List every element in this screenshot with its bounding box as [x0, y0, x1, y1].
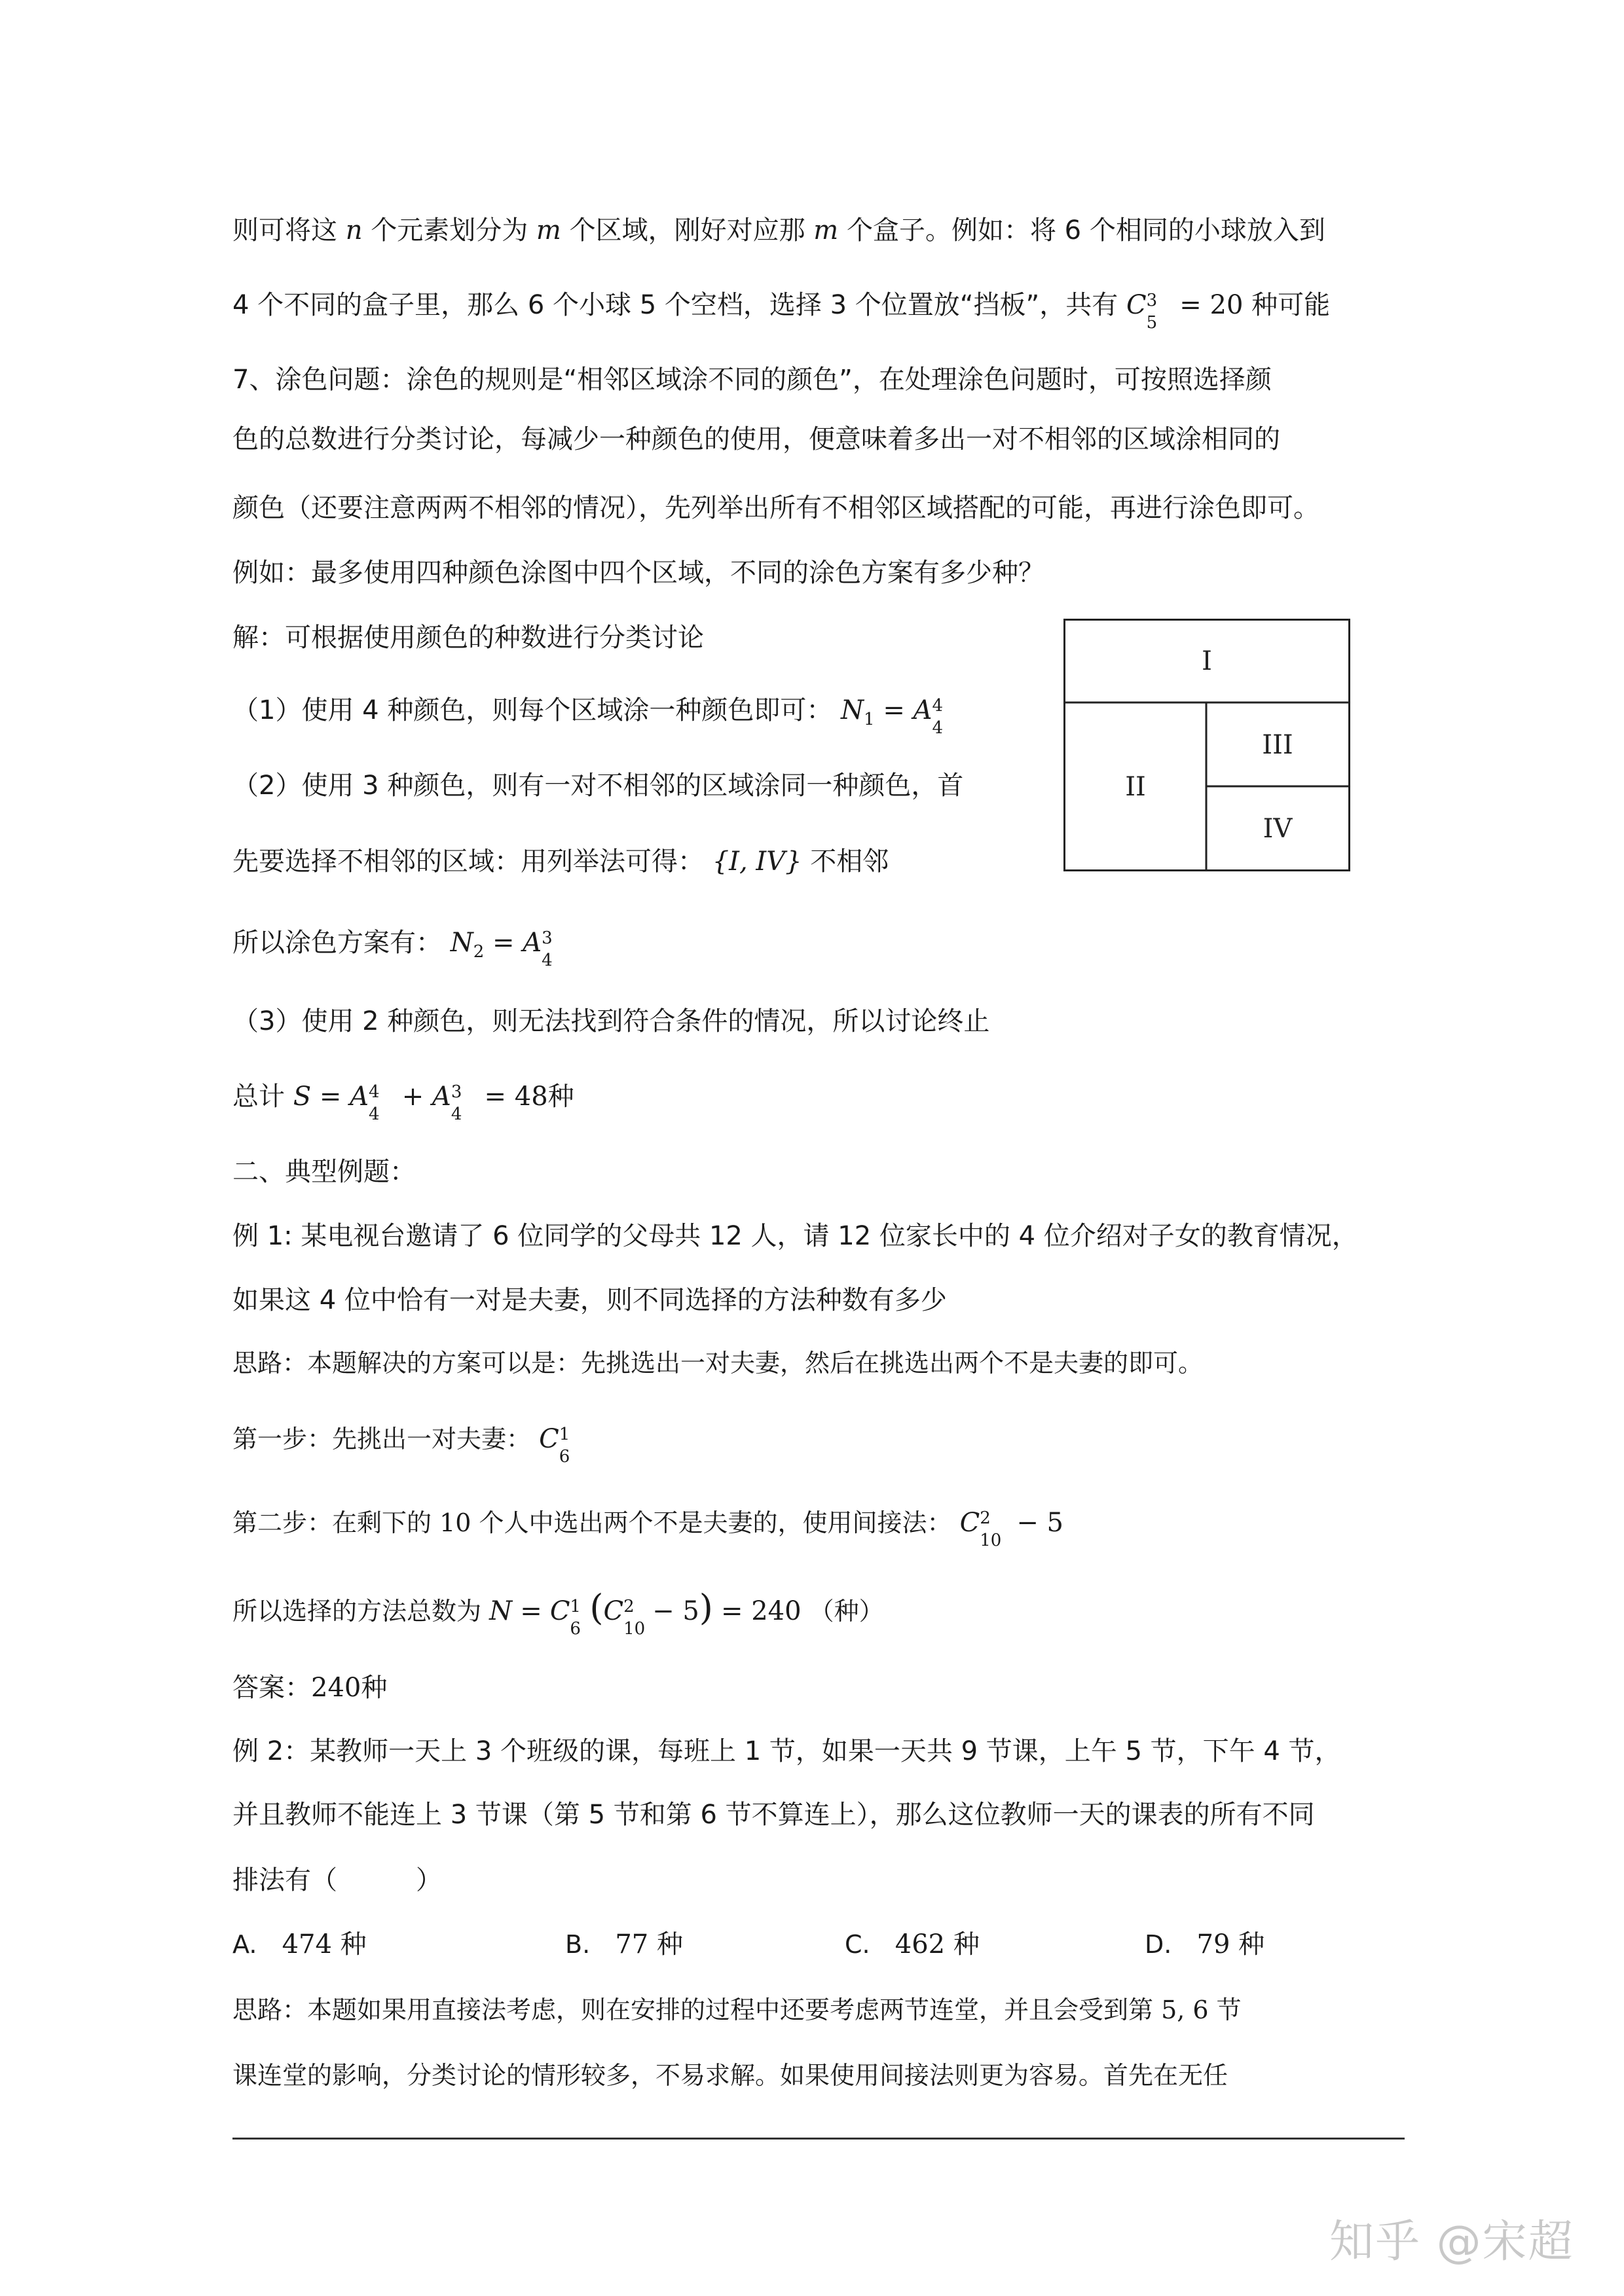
text-line-7: 解：可根据使用颜色的种数进行分类讨论 — [232, 623, 704, 653]
math-sub: 4 — [451, 1104, 462, 1124]
math-C: C — [549, 1596, 570, 1626]
text-line-5: 颜色（还要注意两两不相邻的情况），先列举出所有不相邻区域搭配的可能，再进行涂色即可。 — [232, 493, 1320, 523]
math-sub: 6 — [559, 1447, 570, 1467]
math-sup: 1 — [559, 1425, 570, 1444]
text-line-16: 如果这 4 位中恰有一对是夫妻，则不同选择的方法种数有多少 — [232, 1285, 947, 1315]
option-label: B. — [565, 1930, 591, 1959]
section-heading: 二、典型例题： — [232, 1157, 416, 1187]
math-index-stack — [542, 928, 566, 970]
math-sup: 3 — [451, 1082, 462, 1102]
math-sub: 10 — [623, 1619, 646, 1639]
math-paren: ( — [589, 1587, 604, 1628]
math-sub: 6 — [570, 1619, 581, 1639]
option-d[interactable] — [1145, 1925, 1264, 1964]
math-var-n: n — [345, 215, 363, 246]
option-unit: 种 — [656, 1929, 683, 1959]
text-span: 先要选择不相邻的区域：用列举法可得： — [232, 847, 704, 877]
footer-rule — [232, 2138, 1405, 2140]
math-C: C — [603, 1596, 624, 1626]
math-sup: 2 — [980, 1508, 991, 1528]
text-line-11 — [232, 923, 1405, 970]
text-span: （1）使用 4 种颜色，则每个区域涂一种颜色即可： — [232, 695, 833, 725]
math-index-stack — [559, 1425, 584, 1467]
math-index-stack — [623, 1597, 652, 1639]
text-line-3: 7、涂色问题：涂色的规则是“相邻区域涂不同的颜色”，在处理涂色问题时，可按照选择颜 — [232, 365, 1272, 395]
math-sup: 4 — [368, 1082, 380, 1102]
math-index-stack — [980, 1508, 1008, 1550]
math-var-m: m — [813, 215, 839, 246]
option-label: C. — [845, 1930, 870, 1959]
math-sub: 4 — [542, 951, 553, 970]
math-C: C — [539, 1424, 559, 1454]
math-sub: 4 — [368, 1104, 380, 1124]
text-line-12: （3）使用 2 种颜色，则无法找到符合条件的情况，所以讨论终止 — [232, 1006, 990, 1036]
region-label-3: III — [1262, 730, 1293, 760]
math-S: S — [293, 1082, 312, 1112]
text-line-17: 思路：本题解决的方案可以是：先挑选出一对夫妻，然后在挑选出两个不是夫妻的即可。 — [232, 1349, 1204, 1377]
math-sub: 2 — [473, 942, 485, 962]
math-A: A — [913, 695, 932, 725]
math-index-stack — [1146, 291, 1172, 333]
math-equals: = — [520, 1596, 542, 1626]
text-span: 不相邻 — [810, 847, 889, 877]
math-equals: = — [883, 695, 905, 725]
math-sub: 1 — [864, 710, 875, 729]
option-b[interactable] — [565, 1925, 683, 1964]
math-sup: 3 — [542, 928, 553, 948]
math-sup: 2 — [623, 1597, 635, 1616]
text-line-24: 排法有（ ） — [232, 1865, 442, 1895]
option-c[interactable] — [845, 1925, 980, 1964]
math-sub: 10 — [980, 1531, 1002, 1550]
math-N: N — [489, 1596, 513, 1626]
text-line-23: 并且教师不能连上 3 节课（第 5 节和第 6 节不算连上），那么这位教师一天的课表的所有不同 — [232, 1800, 1315, 1830]
option-label: A. — [232, 1930, 257, 1959]
math-sup: 3 — [1146, 291, 1158, 310]
option-value: 474 — [282, 1929, 332, 1959]
math-index-stack — [451, 1082, 476, 1124]
region-label-2: II — [1125, 772, 1146, 802]
math-var-m: m — [536, 215, 561, 246]
math-A: A — [350, 1082, 369, 1112]
math-index-stack — [570, 1597, 589, 1639]
text-span: （种） — [809, 1597, 884, 1626]
text-span: 第二步：在剩下的 10 个人中选出两个不是夫妻的，使用间接法： — [232, 1508, 952, 1537]
text-line-20 — [232, 1587, 1405, 1639]
math-C: C — [1126, 290, 1147, 320]
text-line-6: 例如：最多使用四种颜色涂图中四个区域，不同的涂色方案有多少种？ — [232, 558, 1044, 588]
math-A: A — [432, 1082, 451, 1112]
math-plus: + — [401, 1082, 424, 1112]
option-value: 79 — [1196, 1929, 1230, 1959]
option-unit: 种 — [953, 1929, 980, 1959]
math-equals: = 240 — [720, 1596, 802, 1626]
text-line-1 — [232, 211, 1405, 250]
option-label: D. — [1145, 1930, 1172, 1959]
text-line-19 — [232, 1503, 1405, 1550]
text-span: 个区域，刚好对应那 — [569, 215, 805, 246]
text-span: 所以选择的方法总数为 — [232, 1597, 482, 1626]
math-equals: = 48 — [484, 1082, 548, 1112]
math-sup: 1 — [570, 1597, 581, 1616]
math-minus: − 5 — [1016, 1508, 1063, 1538]
math-equals: = — [492, 928, 515, 958]
answer-value: 240 — [311, 1673, 361, 1703]
text-line-4: 色的总数进行分类讨论，每减少一种颜色的使用，便意味着多出一对不相邻的区域涂相同的 — [232, 424, 1280, 454]
watermark: 知乎 @宋超 — [1329, 2216, 1574, 2268]
math-N: N — [450, 928, 473, 958]
option-a[interactable] — [232, 1925, 367, 1964]
math-set: {I, IV} — [712, 847, 802, 877]
text-span: 第一步：先挑出一对夫妻： — [232, 1425, 532, 1453]
text-line-18 — [232, 1419, 1405, 1467]
math-equals: = 20 — [1179, 290, 1244, 320]
text-line-15: 例 1: 某电视台邀请了 6 位同学的父母共 12 人，请 12 位家长中的 4 位介绍对子女的教育情况， — [232, 1221, 1358, 1251]
text-span: 则可将这 — [232, 215, 337, 246]
text-line-2 — [232, 285, 1405, 333]
text-span: 所以涂色方案有： — [232, 928, 442, 958]
text-span: 个盒子。例如：将 6 个相同的小球放入到 — [846, 215, 1325, 246]
math-A: A — [523, 928, 542, 958]
text-span: 个元素划分为 — [371, 215, 528, 246]
math-N: N — [841, 695, 864, 725]
text-span: 总计 — [232, 1082, 285, 1112]
text-line-13 — [232, 1077, 1405, 1124]
text-span: 种 — [547, 1082, 574, 1112]
math-index-stack — [368, 1082, 394, 1124]
text-line-9: （2）使用 3 种颜色，则有一对不相邻的区域涂同一种颜色，首 — [232, 771, 964, 801]
math-equals: = — [319, 1082, 342, 1112]
math-sub: 5 — [1146, 313, 1158, 333]
text-span: 答案： — [232, 1673, 311, 1703]
option-unit: 种 — [1238, 1929, 1265, 1959]
math-index-stack — [932, 696, 957, 738]
region-label-4: IV — [1263, 814, 1293, 844]
text-span: 种 — [361, 1673, 388, 1703]
text-line-27: 课连堂的影响，分类讨论的情形较多，不易求解。如果使用间接法则更为容易。首先在无任 — [232, 2061, 1228, 2090]
math-sub: 4 — [932, 718, 943, 738]
text-span: 种可能 — [1251, 290, 1331, 320]
text-line-22: 例 2：某教师一天上 3 个班级的课，每班上 1 节，如果一天共 9 节课，上午 5 节，下午 4 节， — [232, 1736, 1341, 1766]
text-line-21 — [232, 1668, 1405, 1707]
text-span: 4 个不同的盒子里，那么 6 个小球 5 个空档，选择 3 个位置放“挡板”，共有 — [232, 290, 1118, 320]
math-sup: 4 — [932, 696, 943, 716]
option-value: 77 — [615, 1929, 649, 1959]
math-C: C — [959, 1508, 980, 1538]
option-value: 462 — [895, 1929, 946, 1959]
region-diagram — [1063, 619, 1350, 871]
text-line-26: 思路：本题如果用直接法考虑，则在安排的过程中还要考虑两节连堂，并且会受到第 5, 6 节 — [232, 1995, 1242, 2024]
math-minus: − 5 — [652, 1596, 699, 1626]
region-label-1: I — [1202, 646, 1212, 676]
math-paren: ) — [699, 1587, 713, 1628]
option-unit: 种 — [340, 1929, 367, 1959]
